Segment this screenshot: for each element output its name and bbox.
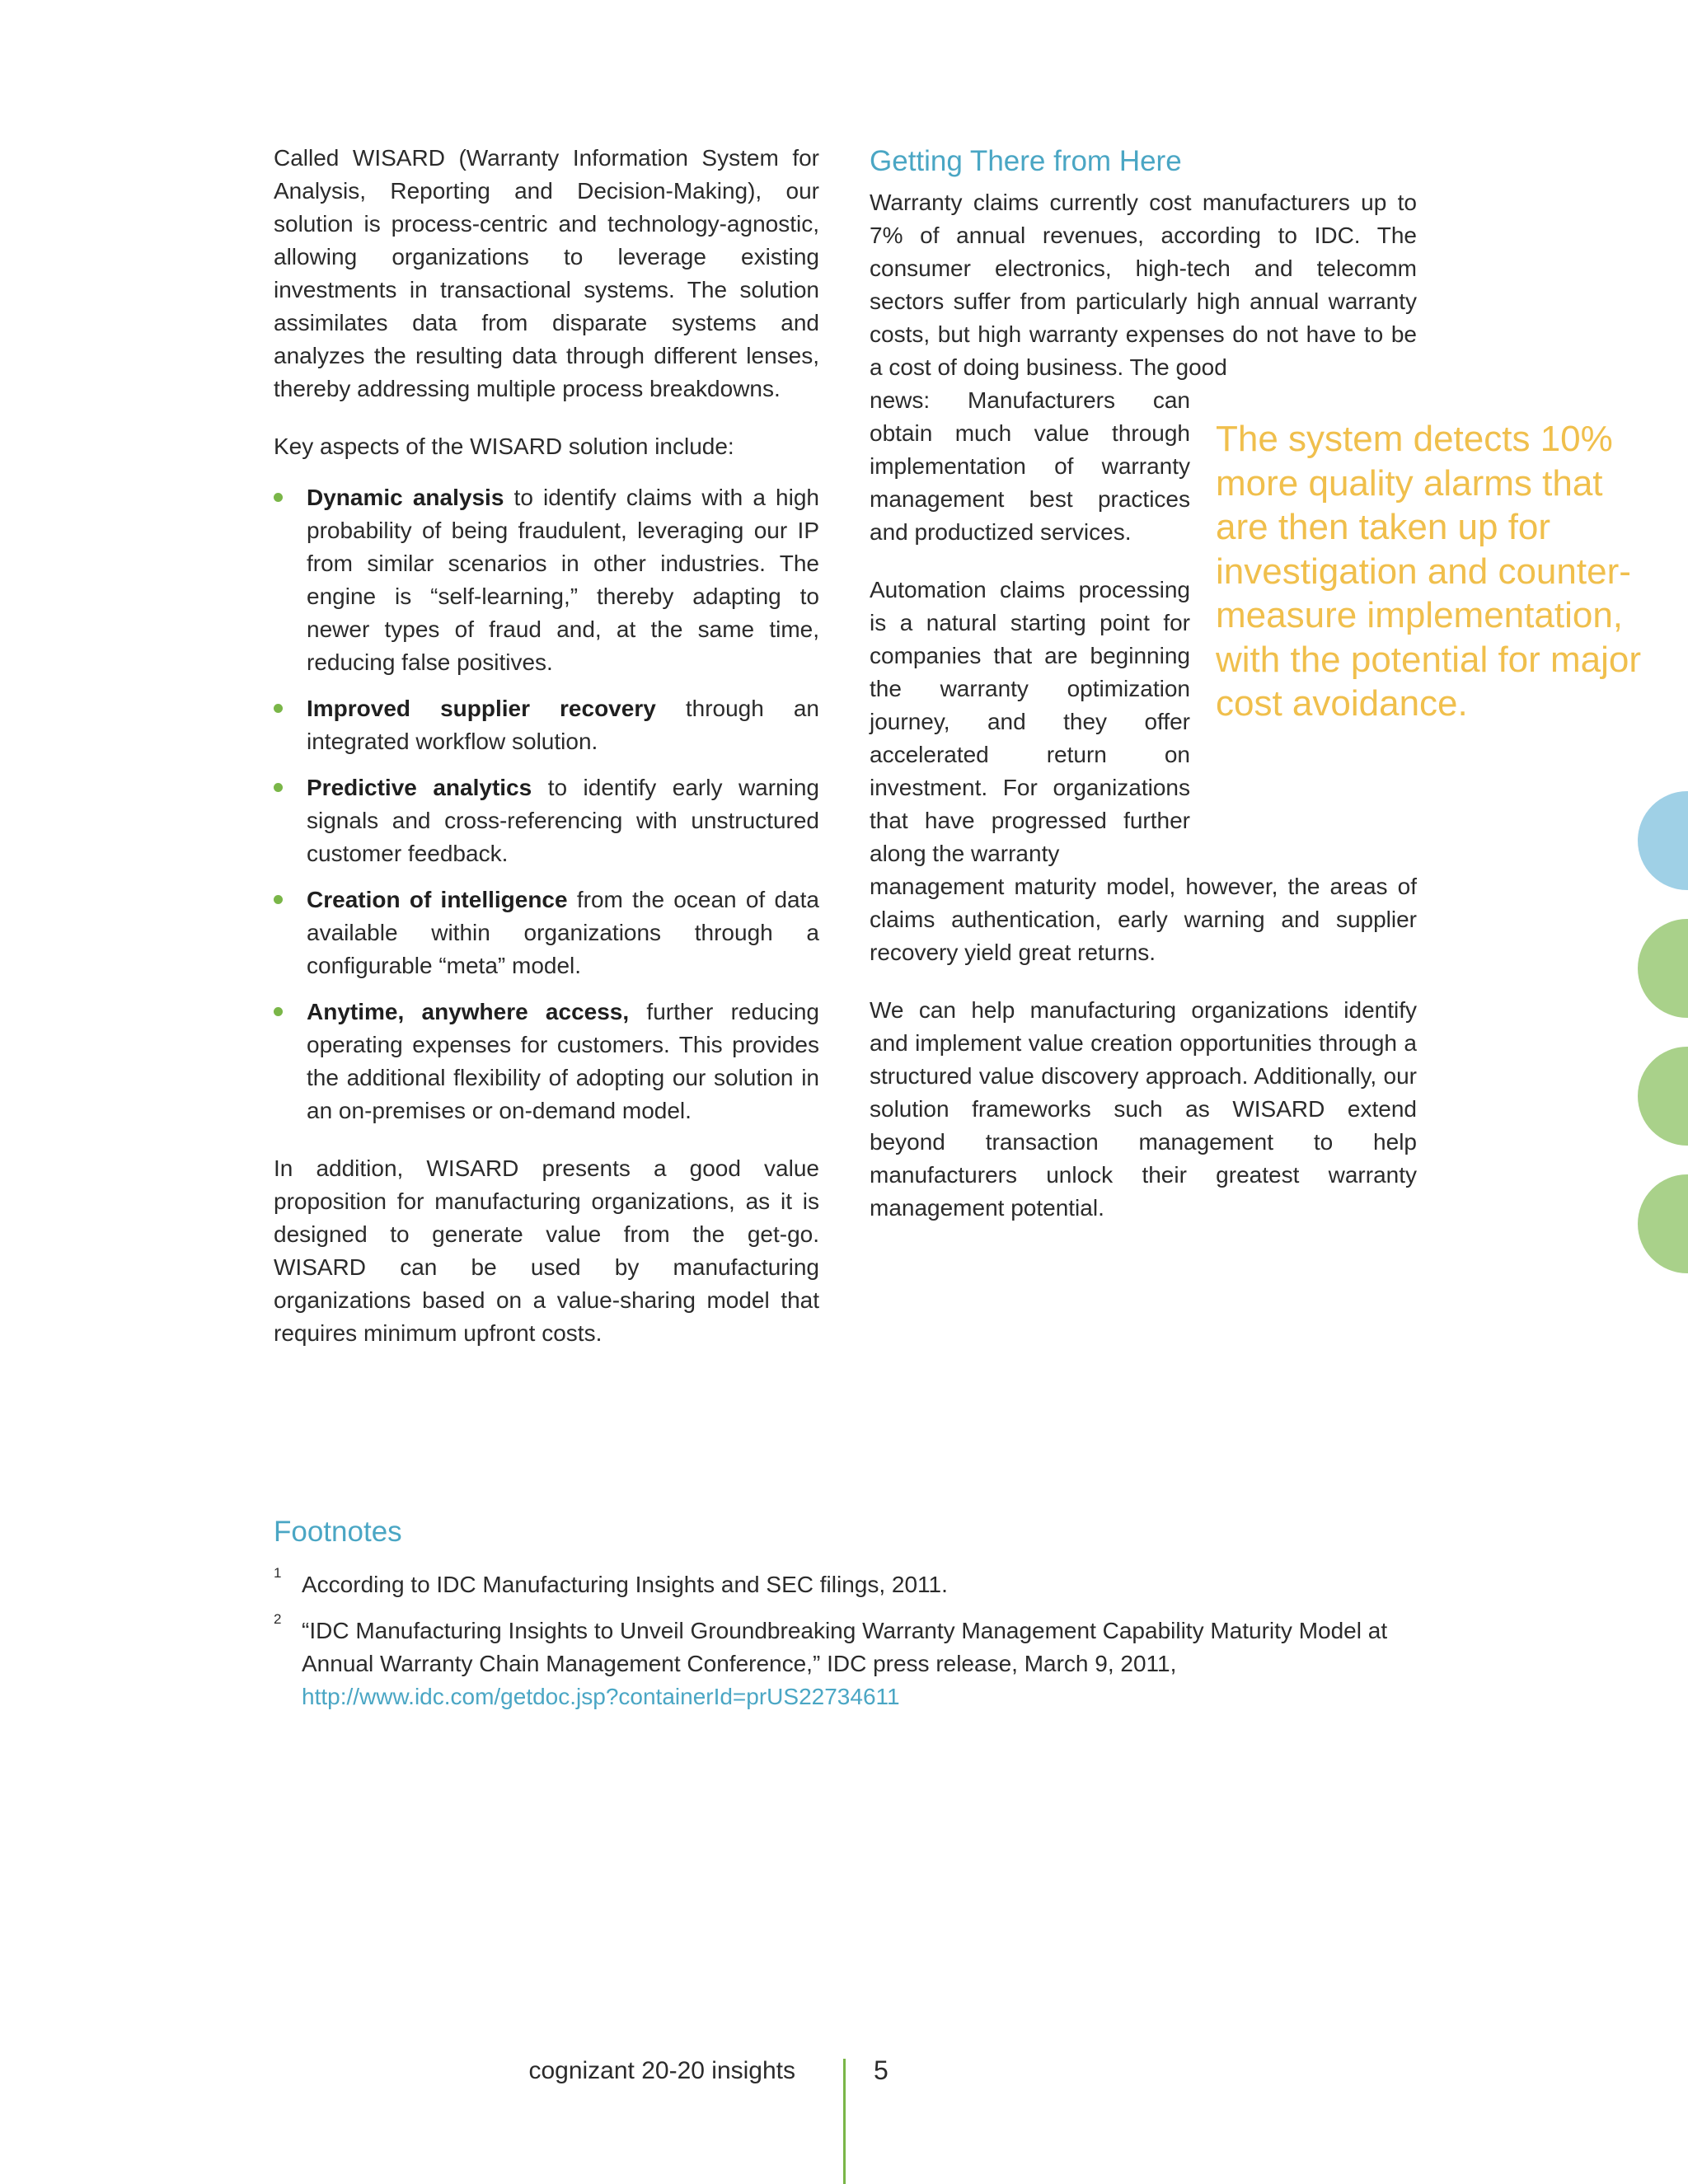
left-column	[274, 142, 819, 1375]
footnote-item	[274, 1565, 1428, 1601]
section-heading: Getting There from Here	[870, 145, 1182, 177]
footer-brand: cognizant 20-20 insights	[528, 2057, 795, 2084]
footnote-item	[274, 1611, 1428, 1713]
list-item	[274, 771, 819, 870]
bullet-dot-icon	[274, 493, 283, 502]
list-item	[274, 481, 819, 679]
right-column	[870, 142, 1642, 1249]
bullet-dot-icon	[274, 1007, 283, 1016]
footnote-text: According to IDC Manufacturing Insights and SEC filings, 2011.	[302, 1572, 948, 1597]
bullet-text: from the ocean of data available within organizations through a configurable “meta” model.	[307, 887, 819, 978]
bullet-text: to identify early warning signals and cross-referencing with unstructured customer feedback.	[307, 775, 819, 866]
list-item	[274, 883, 819, 982]
footnotes-section	[274, 1512, 1428, 1727]
bullet-term: Dynamic analysis	[307, 485, 504, 510]
value-paragraph: We can help manufacturing organizations identify and implement value creation opportunities through a structured value discovery approach. Additionally, our solution frameworks such as WISARD extend beyond transaction management to help manufacturers unlock their greatest warranty management potential.	[870, 997, 1417, 1221]
bullet-term: Improved supplier recovery	[307, 696, 656, 721]
bullet-dot-icon	[274, 704, 283, 713]
warranty-paragraph: Warranty claims currently cost manufacturers up to 7% of annual revenues, according to IDC. The consumer electronics, high-tech and telecomm sectors suffer from particularly high annual warranty costs, but high warranty expenses do not have to be a cost of doing business. The good	[870, 190, 1417, 380]
footnote-number: 2	[274, 1611, 282, 1627]
decorative-circle-blue-icon	[1638, 791, 1688, 890]
manufacturers-paragraph: news: Manufacturers can obtain much value through implementation of warranty management best practices and productized services.	[870, 387, 1190, 545]
bullet-term: Predictive analytics	[307, 775, 532, 800]
bullet-text: through an integrated workflow solution.	[307, 696, 819, 754]
key-aspects-heading: Key aspects of the WISARD solution include:	[274, 434, 734, 459]
bullet-text: further reducing operating expenses for customers. This provides the additional flexibility of adopting our solution in an on-premises or on-demand model.	[307, 999, 819, 1123]
bullet-dot-icon	[274, 895, 283, 904]
decorative-circle-green-icon	[1638, 1174, 1688, 1273]
decorative-circle-green-icon	[1638, 1047, 1688, 1146]
closing-paragraph: In addition, WISARD presents a good value proposition for manufacturing organizations, as it is designed to generate value from the get-go. WISARD can be used by manufacturing organizations based on a value-sharing model that requires minimum upfront costs.	[274, 1155, 819, 1346]
maturity-paragraph: management maturity model, however, the areas of claims authentication, early warning and supplier recovery yield great returns.	[870, 874, 1417, 965]
footnote-link[interactable]: http://www.idc.com/getdoc.jsp?containerId=prUS22734611	[302, 1684, 900, 1709]
bullet-term: Anytime, anywhere access,	[307, 999, 630, 1024]
list-item	[274, 692, 819, 758]
bullet-term: Creation of intelligence	[307, 887, 568, 912]
page-number: 5	[874, 2055, 889, 2085]
footnotes-heading: Footnotes	[274, 1516, 402, 1548]
narrow-text	[870, 384, 1190, 870]
aspects-list	[274, 481, 819, 1127]
footer-divider	[843, 2059, 846, 2184]
intro-paragraph: Called WISARD (Warranty Information System for Analysis, Reporting and Decision-Making), our solution is process-centric and technology-agnostic, allowing organizations to leverage existing investments in transactional systems. The solution assimilates data from disparate systems and analyzes the resulting data through different lenses, thereby addressing multiple process breakdowns.	[274, 145, 819, 401]
pull-quote: The system detects 10% more quality alarms that are then taken up for investigation and counter-measure implementation, with the potential for major cost avoidance.	[1216, 419, 1642, 724]
footnote-text: “IDC Manufacturing Insights to Unveil Groundbreaking Warranty Management Capability Maturity Model at Annual Warranty Chain Management Conference,” IDC press release, March 9, 2011,	[302, 1618, 1388, 1676]
pull-quote-wrap	[870, 384, 1642, 870]
automation-paragraph: Automation claims processing is a natural starting point for companies that are beginning the warranty optimization journey, and they offer accelerated return on investment. For organizations that have progressed further along the warranty	[870, 577, 1190, 866]
bullet-dot-icon	[274, 783, 283, 792]
decorative-circle-green-icon	[1638, 919, 1688, 1018]
bullet-text: to identify claims with a high probability of being fraudulent, leveraging our IP from similar scenarios in other industries. The engine is “self-learning,” thereby adapting to newer types of fraud and, at the same time, reducing false positives.	[307, 485, 819, 675]
list-item	[274, 996, 819, 1127]
footnote-number: 1	[274, 1565, 282, 1581]
